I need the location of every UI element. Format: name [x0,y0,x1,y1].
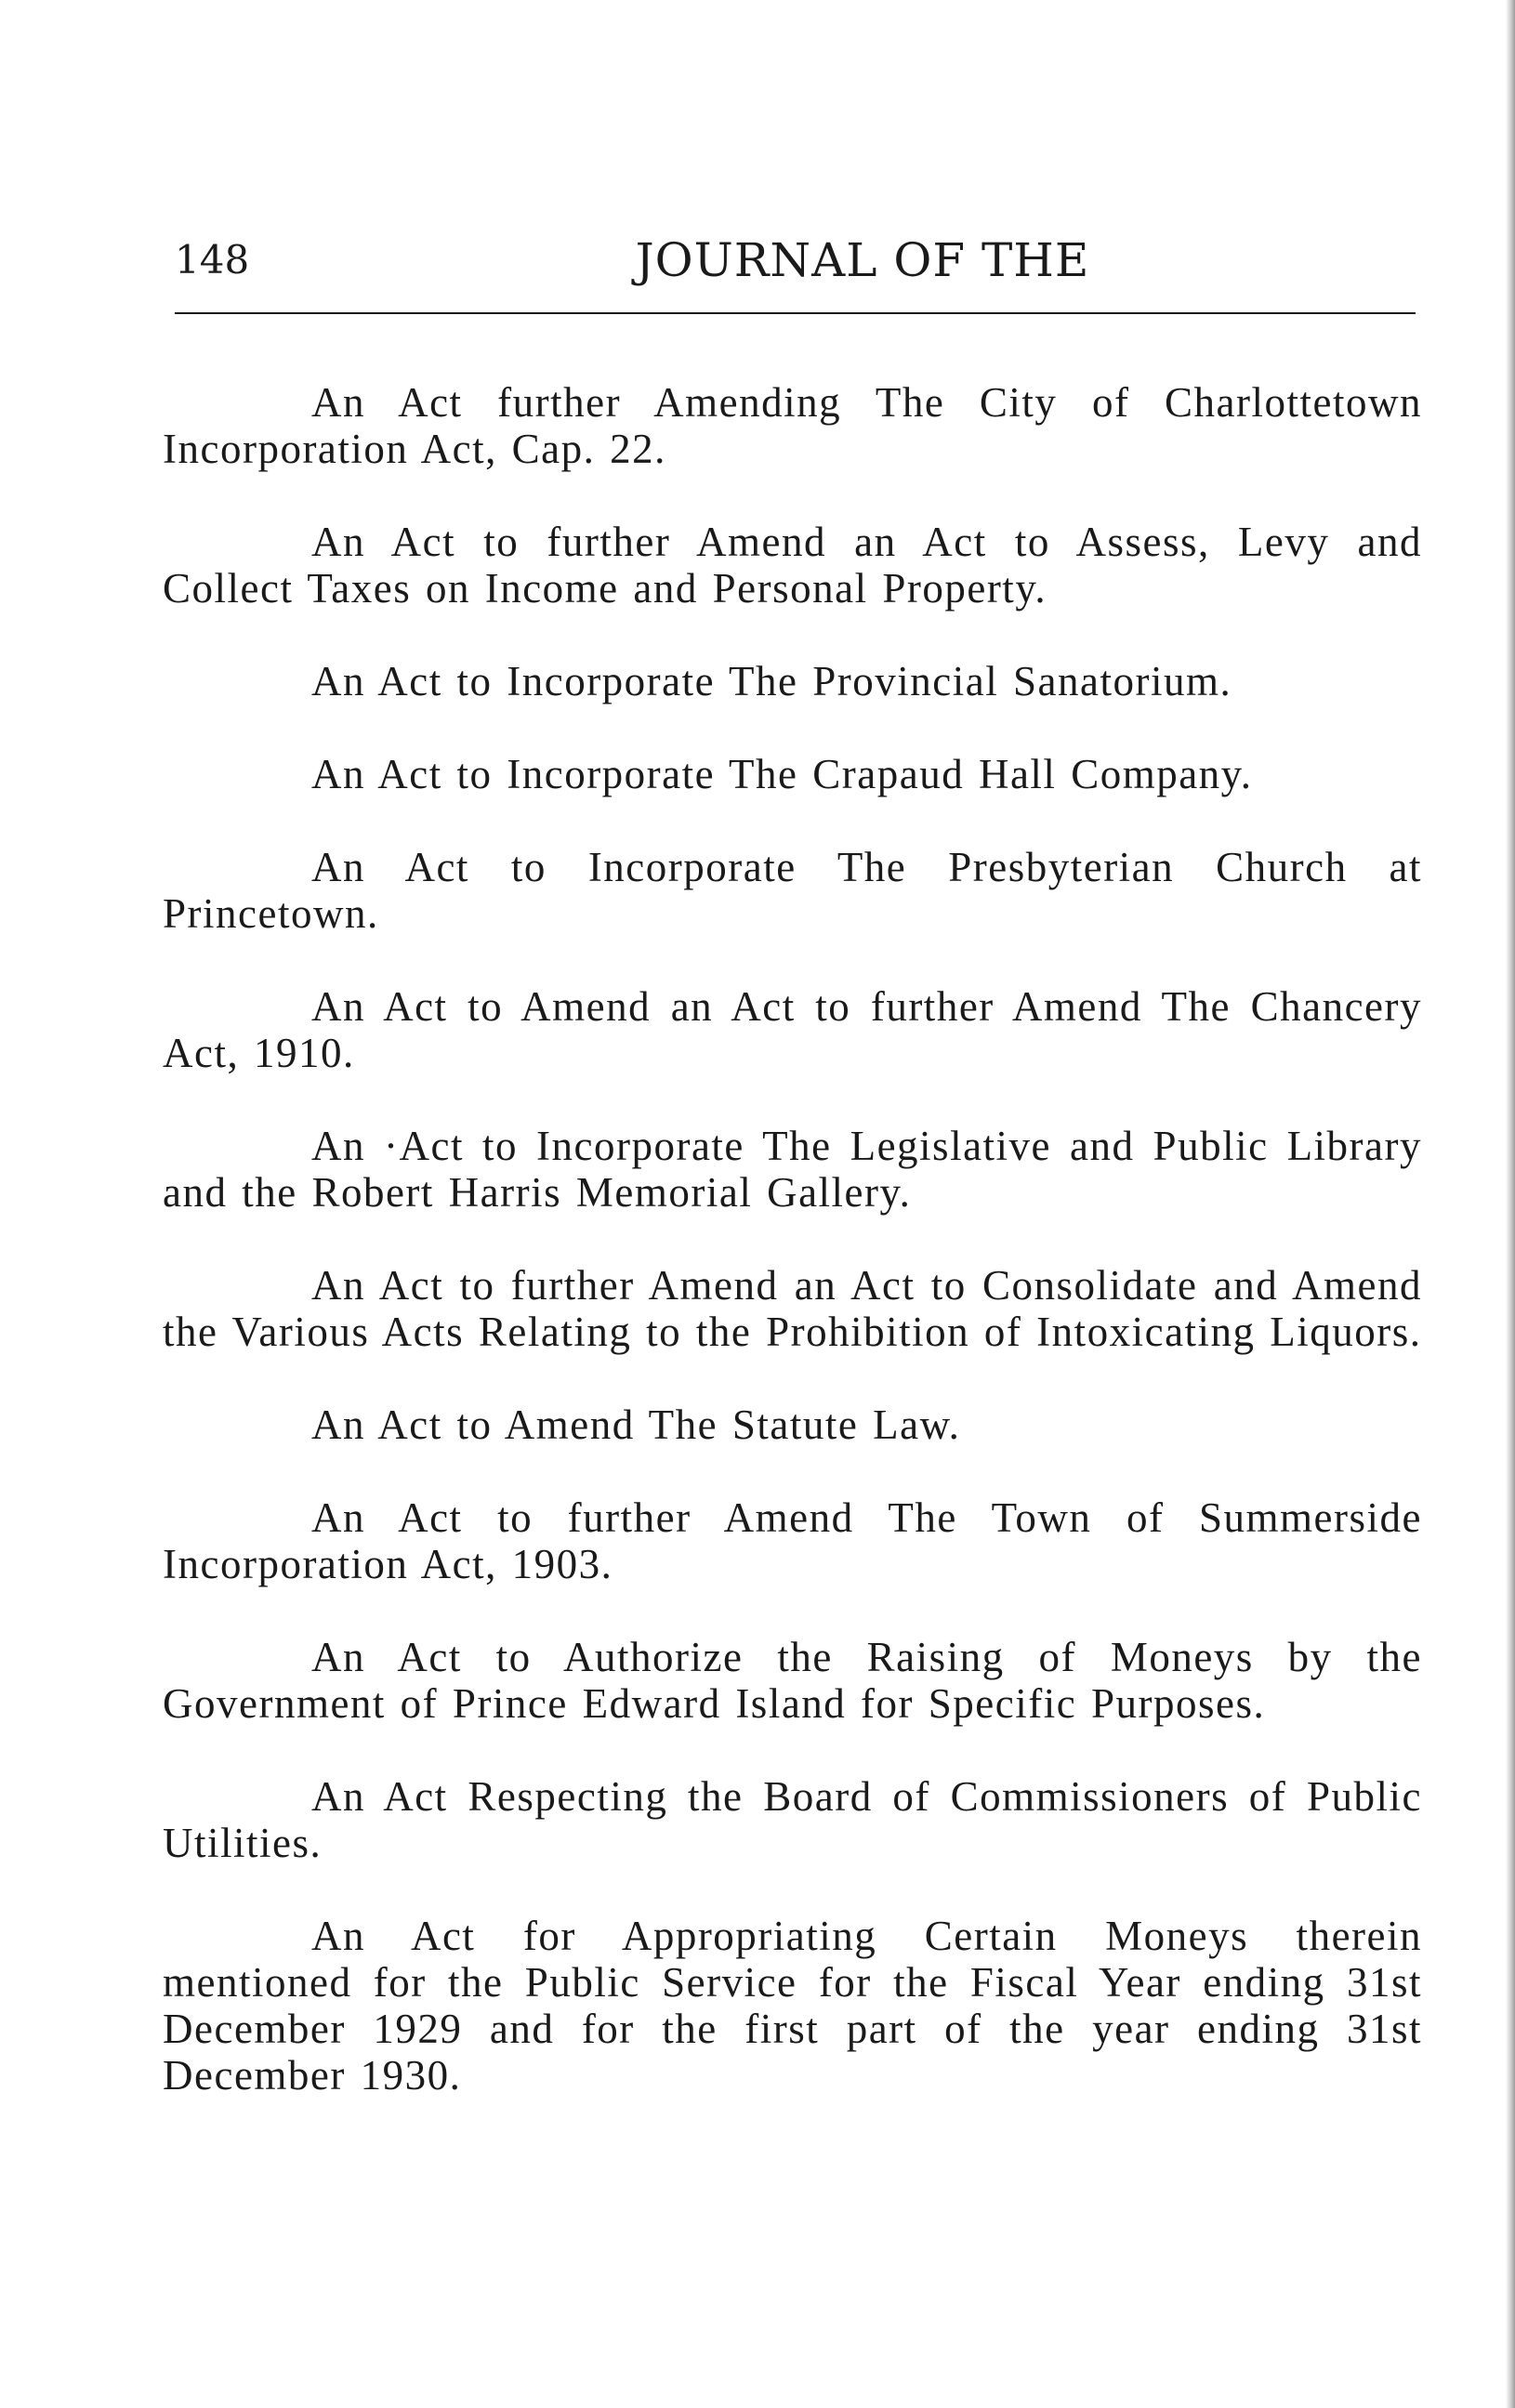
page-header [175,232,1420,297]
act-entry: An Act to Incorporate The Presbyterian Church at Princetown. [163,844,1422,937]
act-entry: An Act to further Amend The Town of Summerside Incorporation Act, 1903. [163,1494,1422,1587]
act-entry: An Act Respecting the Board of Commissioners of Public Utilities. [163,1773,1422,1866]
act-entry: An Act to Incorporate The Provincial Sanatorium. [311,658,1232,704]
header-rule [175,312,1416,314]
act-entry: An Act to Amend The Statute Law. [311,1401,961,1448]
act-entry: An Act to Authorize the Raising of Moneys by the Government of Prince Edward Island for Specific Purposes. [163,1634,1422,1727]
act-entry: An Act to Amend an Act to further Amend The Chancery Act, 1910. [163,983,1422,1076]
page-edge-shadow [1506,0,1515,2408]
act-entry: An Act to further Amend an Act to Assess, Levy and Collect Taxes on Income and Personal Property. [163,519,1422,612]
running-title: JOURNAL OF THE [635,233,1090,287]
act-entry: An Act further Amending The City of Charlottetown Incorporation Act, Cap. 22. [163,379,1422,472]
act-entry: An Act to Incorporate The Crapaud Hall Company. [311,751,1253,797]
act-entry: An Act for Appropriating Certain Moneys therein mentioned for the Public Service for the Fiscal Year ending 31st December 1929 and for the first part of the year ending 31st December 1930. [163,1913,1422,2099]
act-entry: An ·Act to Incorporate The Legislative and Public Library and the Robert Harris Memorial Gallery. [163,1123,1422,1216]
act-entry: An Act to further Amend an Act to Consolidate and Amend the Various Acts Relating to the Prohibition of Intoxicating Liquors. [163,1262,1422,1355]
acts-list [163,379,1422,2145]
page-number: 148 [175,237,250,283]
